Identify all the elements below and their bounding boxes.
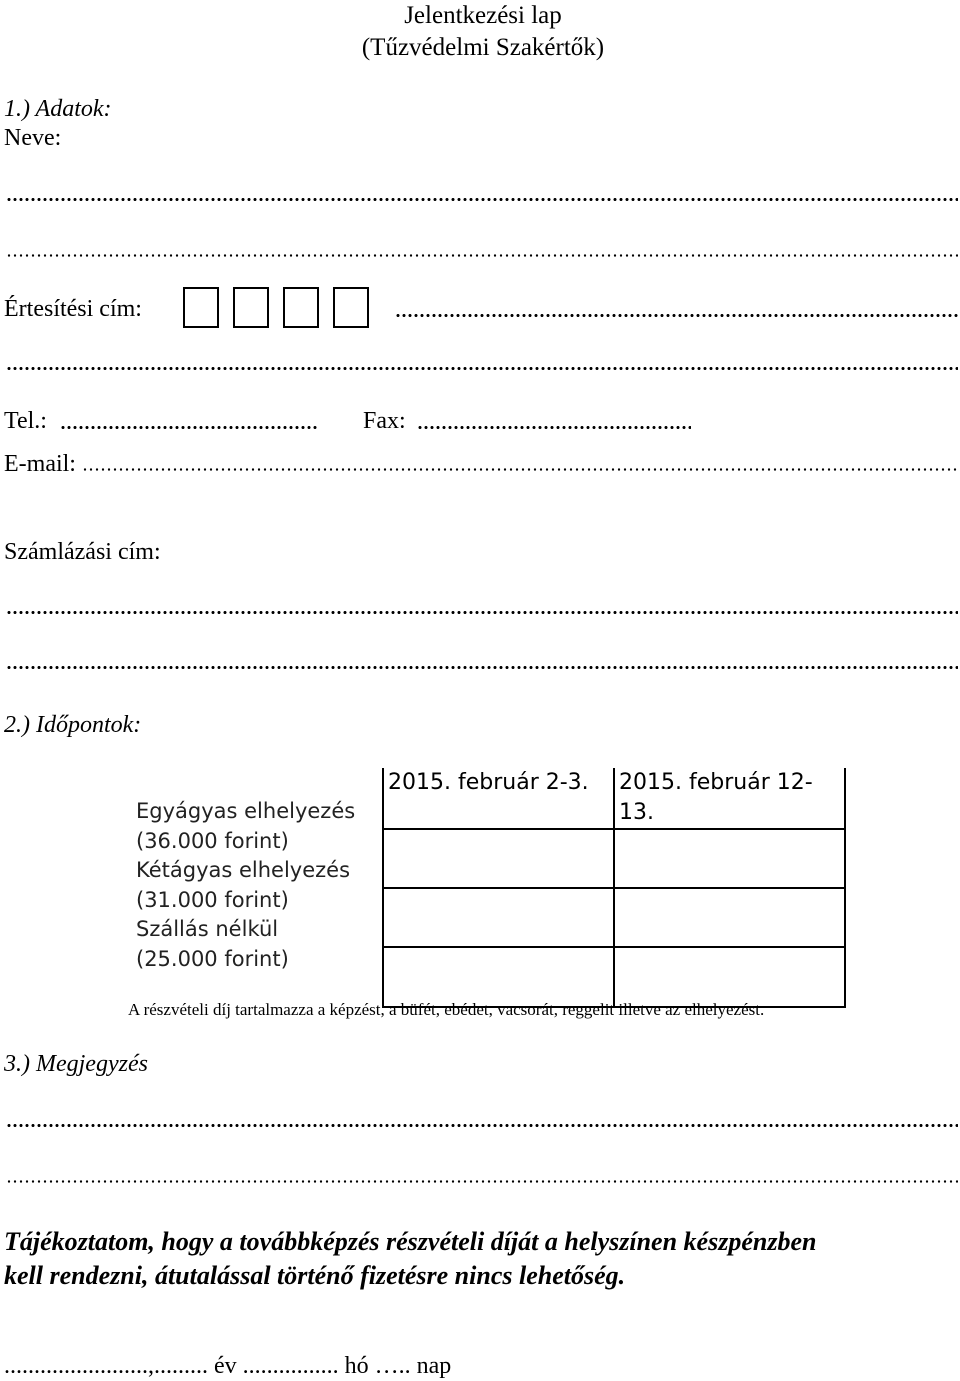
cell-double-date-2[interactable] — [614, 888, 845, 947]
dates-table — [126, 768, 846, 1008]
billing-label: Számlázási cím: — [4, 539, 161, 565]
payment-notice-line-1: Tájékoztatom, hogy a továbbképzés részvételi díját a helyszínen készpénzben — [4, 1227, 817, 1256]
cell-single-date-1[interactable] — [383, 829, 614, 888]
option-single-room-line2: (36.000 forint) — [136, 828, 289, 853]
postal-code-box-3[interactable] — [283, 287, 319, 328]
fax-line[interactable] — [417, 426, 691, 429]
notes-line-2[interactable] — [6, 1180, 958, 1183]
address-line-1[interactable] — [395, 314, 958, 317]
date-signature-line[interactable]: ........................,......... év ................ hó ….. nap — [4, 1353, 452, 1379]
name-line-1[interactable] — [6, 198, 958, 201]
tel-line[interactable] — [60, 426, 318, 429]
date-header-2: 2015. február 12-13. — [614, 768, 845, 829]
option-double-room-line1: Kétágyas elhelyezés — [136, 858, 351, 882]
name-label: Neve: — [4, 125, 62, 151]
tel-label: Tel.: — [4, 408, 47, 434]
cell-single-date-2[interactable] — [614, 829, 845, 888]
option-no-accommodation-line2: (25.000 forint) — [136, 946, 289, 971]
section-2-heading: 2.) Időpontok: — [4, 712, 142, 738]
section-1-heading: 1.) Adatok: — [4, 96, 112, 122]
address-label: Értesítési cím: — [4, 296, 142, 322]
cell-double-date-1[interactable] — [383, 888, 614, 947]
billing-line-1[interactable] — [6, 611, 958, 614]
cell-none-date-1[interactable] — [383, 947, 614, 1007]
options-column — [126, 768, 383, 1007]
email-line[interactable] — [82, 468, 958, 471]
postal-code-boxes — [183, 287, 369, 328]
notes-line-1[interactable] — [6, 1124, 958, 1127]
fee-note: A részvételi díj tartalmazza a képzést, a büfét, ebédet, vacsorát, reggelit illetve az elhelyezést. — [128, 1000, 765, 1019]
payment-notice-line-2: kell rendezni, átutalással történő fizetésre nincs lehetőség. — [4, 1261, 626, 1290]
option-single-room-line1: Egyágyas elhelyezés — [136, 799, 356, 823]
address-line-2[interactable] — [6, 367, 958, 370]
postal-code-box-4[interactable] — [333, 287, 369, 328]
section-3-heading: 3.) Megjegyzés — [4, 1051, 148, 1077]
email-label: E-mail: — [4, 451, 76, 477]
fax-label: Fax: — [363, 408, 406, 434]
option-double-room-line2: (31.000 forint) — [136, 887, 289, 912]
name-line-2[interactable] — [6, 254, 958, 257]
title-line-1: Jelentkezési lap — [404, 2, 562, 29]
option-no-accommodation-line1: Szállás nélkül — [136, 917, 279, 941]
title-line-2: (Tűzvédelmi Szakértők) — [361, 34, 605, 61]
date-header-1: 2015. február 2-3. — [383, 768, 614, 829]
cell-none-date-2[interactable] — [614, 947, 845, 1007]
postal-code-box-2[interactable] — [233, 287, 269, 328]
postal-code-box-1[interactable] — [183, 287, 219, 328]
billing-line-2[interactable] — [6, 666, 958, 669]
